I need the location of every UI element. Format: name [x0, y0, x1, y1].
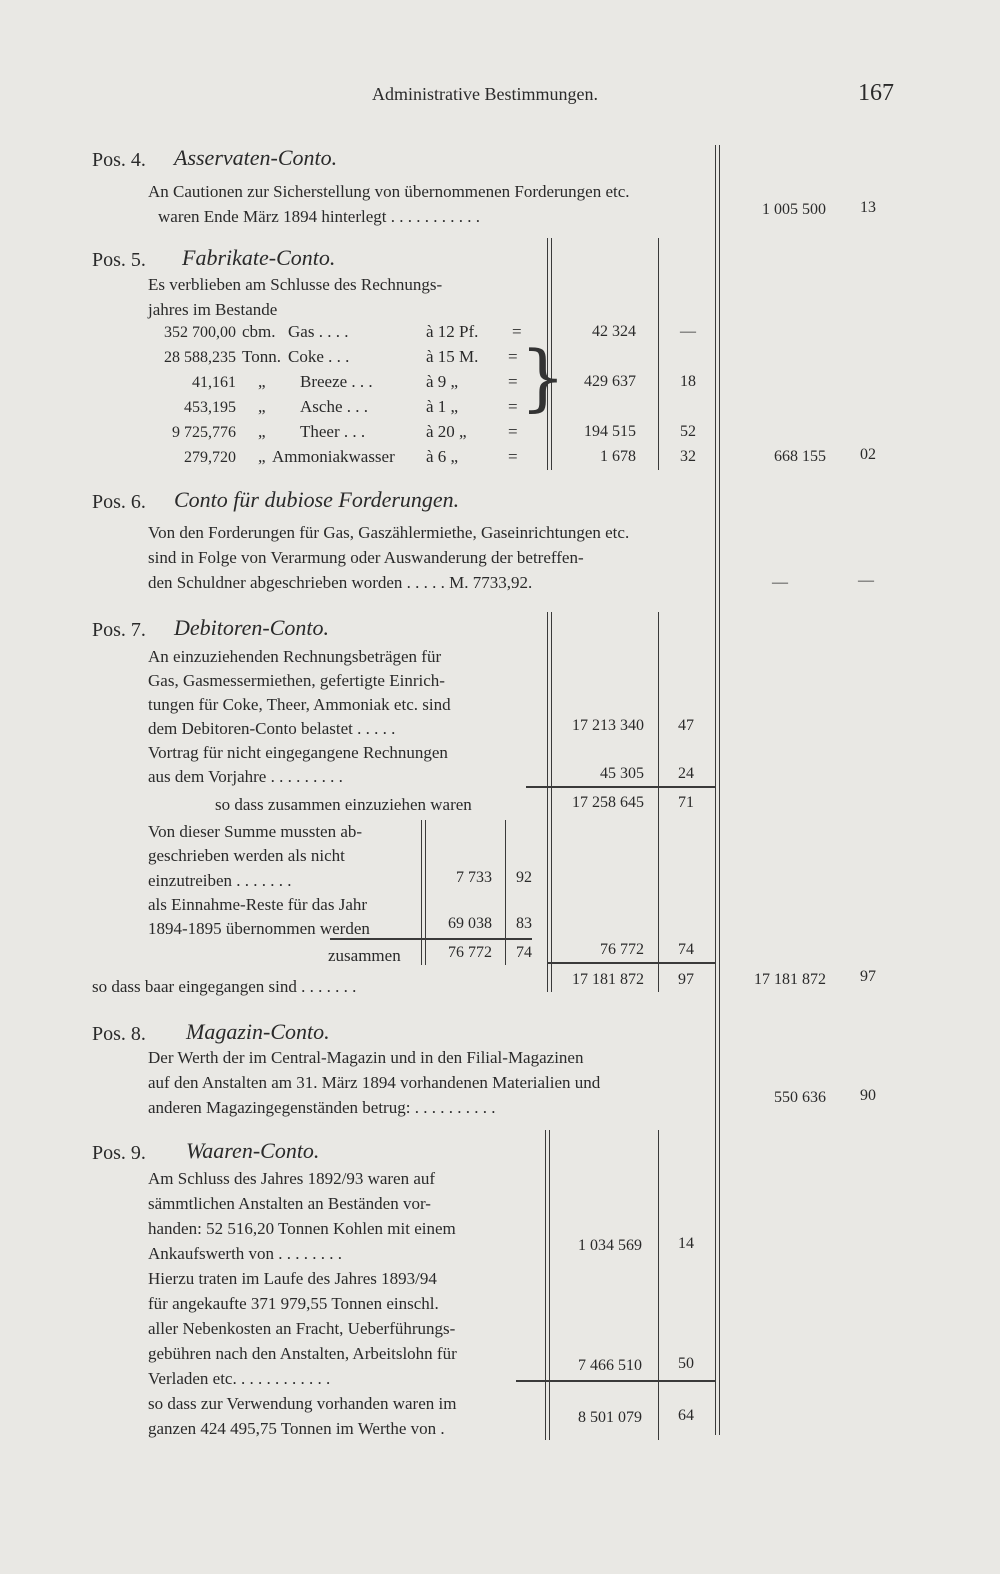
pos9-line: ganzen 424 495,75 Tonnen im Werthe von . [148, 1419, 445, 1438]
pos9-line: handen: 52 516,20 Tonnen Kohlen mit einem [148, 1219, 456, 1238]
pos7-line: einzutreiben . . . . . . . [148, 871, 292, 890]
pos4-label: Pos. 4. [92, 149, 146, 171]
pos9-v1-mark: 1 034 569 [578, 1237, 642, 1254]
row-eq: = [508, 397, 518, 416]
row-qty: 9 725,776 [172, 424, 236, 441]
pos7-total-pf: 97 [860, 968, 876, 985]
pos9-rule-1 [545, 1130, 546, 1440]
row-rate: à 6 „ [426, 447, 459, 466]
row-rate: à 12 Pf. [426, 322, 479, 341]
pos9-rule-2 [549, 1130, 550, 1440]
page-number: 167 [858, 80, 894, 106]
row-pf: 52 [680, 423, 696, 440]
pos8-title: Magazin-Conto. [186, 1019, 330, 1044]
pos8-line3: anderen Magazingegenständen betrug: . . . . . . . . . . [148, 1098, 496, 1117]
pos6-line2: sind in Folge von Verarmung oder Auswanderung der betreffen- [148, 548, 584, 567]
pos7-sub-sum-rule [330, 938, 532, 940]
pos8-label: Pos. 8. [92, 1023, 146, 1045]
pos9-sum-rule [516, 1380, 716, 1382]
row-item: Gas . . . . [288, 322, 349, 341]
pos9-line: für angekaufte 371 979,55 Tonnen einschl. [148, 1294, 439, 1313]
pos7-line: als Einnahme-Reste für das Jahr [148, 895, 368, 914]
pos6-line1: Von den Forderungen für Gas, Gaszählermiethe, Gaseinrichtungen etc. [148, 523, 630, 542]
pos5-label: Pos. 5. [92, 249, 146, 271]
row-mark: 1 678 [600, 448, 636, 465]
row-item: Breeze . . . [300, 372, 373, 391]
row-mark: 194 515 [584, 423, 636, 440]
pos7-v2-pf: 24 [678, 765, 694, 782]
pos7-s1-pf: 92 [516, 869, 532, 886]
pos4-line2: waren Ende März 1894 hinterlegt . . . . . . . . . . . [158, 207, 480, 226]
row-pf: — [680, 323, 696, 340]
pos7-sub-rule-3 [505, 820, 506, 965]
row-qty: 41,161 [192, 374, 236, 391]
row-qty: 453,195 [184, 399, 236, 416]
row-item: Coke . . . [288, 347, 350, 366]
pos7-v3-pf: 71 [678, 794, 694, 811]
row-unit: „ [258, 447, 266, 466]
pos5-title: Fabrikate-Conto. [182, 245, 336, 270]
row-rate: à 9 „ [426, 372, 459, 391]
pos5-rule-3 [658, 238, 659, 470]
pos7-v4-mark: 76 772 [600, 941, 644, 958]
pos7-line: An einzuziehenden Rechnungsbeträgen für [148, 647, 442, 666]
pos7-line: so dass zusammen einzuziehen waren [215, 795, 472, 814]
pos9-line: sämmtlichen Anstalten an Beständen vor- [148, 1194, 431, 1213]
row-rate: à 15 M. [426, 347, 479, 366]
row-pf: 18 [680, 373, 696, 390]
pos8-total-pf: 90 [860, 1087, 876, 1104]
pos6-total-mark: — [772, 574, 788, 591]
row-unit: „ [258, 422, 266, 441]
pos7-v1-mark: 17 213 340 [572, 717, 644, 734]
pos5-total-pf: 02 [860, 446, 876, 463]
row-qty: 28 588,235 [164, 349, 236, 366]
row-eq: = [508, 447, 518, 466]
pos4-title: Asservaten-Conto. [174, 145, 338, 170]
column-rule-main-2 [719, 145, 720, 1435]
pos9-v3-mark: 8 501 079 [578, 1409, 642, 1426]
pos7-line: Vortrag für nicht eingegangene Rechnungen [148, 743, 448, 762]
pos7-s3-mark: 76 772 [448, 944, 492, 961]
row-qty: 352 700,00 [164, 324, 236, 341]
pos7-v1-pf: 47 [678, 717, 694, 734]
row-mark: 429 637 [584, 373, 636, 390]
row-rate: à 1 „ [426, 397, 459, 416]
pos7-line: geschrieben werden als nicht [148, 846, 345, 865]
pos6-label: Pos. 6. [92, 491, 146, 513]
pos7-v5-mark: 17 181 872 [572, 971, 644, 988]
pos6-total-pf: — [858, 572, 874, 589]
pos9-v2-mark: 7 466 510 [578, 1357, 642, 1374]
pos7-s2-mark: 69 038 [448, 915, 492, 932]
pos4-line1: An Cautionen zur Sicherstellung von übernommenen Forderungen etc. [148, 182, 630, 201]
row-eq: = [508, 347, 518, 366]
pos7-s1-mark: 7 733 [456, 869, 492, 886]
pos7-total-mark: 17 181 872 [754, 971, 826, 988]
pos7-line: Von dieser Summe mussten ab- [148, 822, 363, 841]
pos7-line: zusammen [328, 946, 401, 965]
pos6-line3: den Schuldner abgeschrieben worden . . . . . M. 7733,92. [148, 573, 533, 592]
pos7-line: dem Debitoren-Conto belastet . . . . . [148, 719, 396, 738]
pos9-v1-pf: 14 [678, 1235, 694, 1252]
pos7-v3-mark: 17 258 645 [572, 794, 644, 811]
pos9-v3-pf: 64 [678, 1407, 694, 1424]
row-item: Ammoniakwasser [272, 447, 395, 466]
row-unit: „ [258, 397, 266, 416]
pos7-line: tungen für Coke, Theer, Ammoniak etc. sind [148, 695, 451, 714]
pos9-line: Verladen etc. . . . . . . . . . . . [148, 1369, 331, 1388]
pos9-v2-pf: 50 [678, 1355, 694, 1372]
pos7-s3-pf: 74 [516, 944, 532, 961]
pos7-line: Gas, Gasmessermiethen, gefertigte Einrich- [148, 671, 445, 690]
row-qty: 279,720 [184, 449, 236, 466]
row-mark: 42 324 [592, 323, 636, 340]
row-eq: = [508, 422, 518, 441]
pos8-total-mark: 550 636 [774, 1089, 826, 1106]
pos7-s2-pf: 83 [516, 915, 532, 932]
pos4-total-pf: 13 [860, 199, 876, 216]
row-eq: = [508, 372, 518, 391]
pos9-line: aller Nebenkosten an Fracht, Ueberführungs- [148, 1319, 456, 1338]
pos9-label: Pos. 9. [92, 1142, 146, 1164]
pos8-line1: Der Werth der im Central-Magazin und in den Filial-Magazinen [148, 1048, 584, 1067]
pos9-line: Ankaufswerth von . . . . . . . . [148, 1244, 343, 1263]
running-header: Administrative Bestimmungen. [372, 84, 598, 104]
pos4-total-mark: 1 005 500 [762, 201, 826, 218]
pos7-v5-pf: 97 [678, 971, 694, 988]
pos7-rule-3 [658, 612, 659, 992]
pos9-rule-3 [658, 1130, 659, 1440]
pos8-line2: auf den Anstalten am 31. März 1894 vorhandenen Materialien und [148, 1073, 601, 1092]
pos7-final-rule [548, 962, 716, 964]
pos9-line: Am Schluss des Jahres 1892/93 waren auf [148, 1169, 436, 1188]
pos7-line: aus dem Vorjahre . . . . . . . . . [148, 767, 343, 786]
pos5-line1: Es verblieben am Schlusse des Rechnungs- [148, 275, 443, 294]
row-item: Theer . . . [300, 422, 366, 441]
pos9-line: so dass zur Verwendung vorhanden waren im [148, 1394, 457, 1413]
row-item: Asche . . . [300, 397, 368, 416]
pos7-label: Pos. 7. [92, 619, 146, 641]
pos7-line: 1894-1895 übernommen werden [148, 919, 370, 938]
row-unit: „ [258, 372, 266, 391]
row-rate: à 20 „ [426, 422, 467, 441]
pos7-title: Debitoren-Conto. [174, 615, 329, 640]
pos9-title: Waaren-Conto. [186, 1138, 320, 1163]
row-unit: Tonn. [242, 347, 281, 366]
pos5-total-mark: 668 155 [774, 448, 826, 465]
pos9-line: gebühren nach den Anstalten, Arbeitslohn für [148, 1344, 457, 1363]
row-pf: 32 [680, 448, 696, 465]
pos6-title: Conto für dubiose Forderungen. [174, 487, 460, 512]
pos7-sum-rule [526, 786, 716, 788]
pos7-line: so dass baar eingegangen sind . . . . . . . [92, 977, 357, 996]
pos5-line2: jahres im Bestande [148, 300, 278, 319]
pos9-line: Hierzu traten im Laufe des Jahres 1893/94 [148, 1269, 437, 1288]
brace-icon: } [520, 335, 566, 419]
column-rule-main [715, 145, 716, 1435]
row-eq: = [512, 322, 522, 341]
pos7-v2-mark: 45 305 [600, 765, 644, 782]
row-unit: cbm. [242, 322, 276, 341]
pos7-v4-pf: 74 [678, 941, 694, 958]
